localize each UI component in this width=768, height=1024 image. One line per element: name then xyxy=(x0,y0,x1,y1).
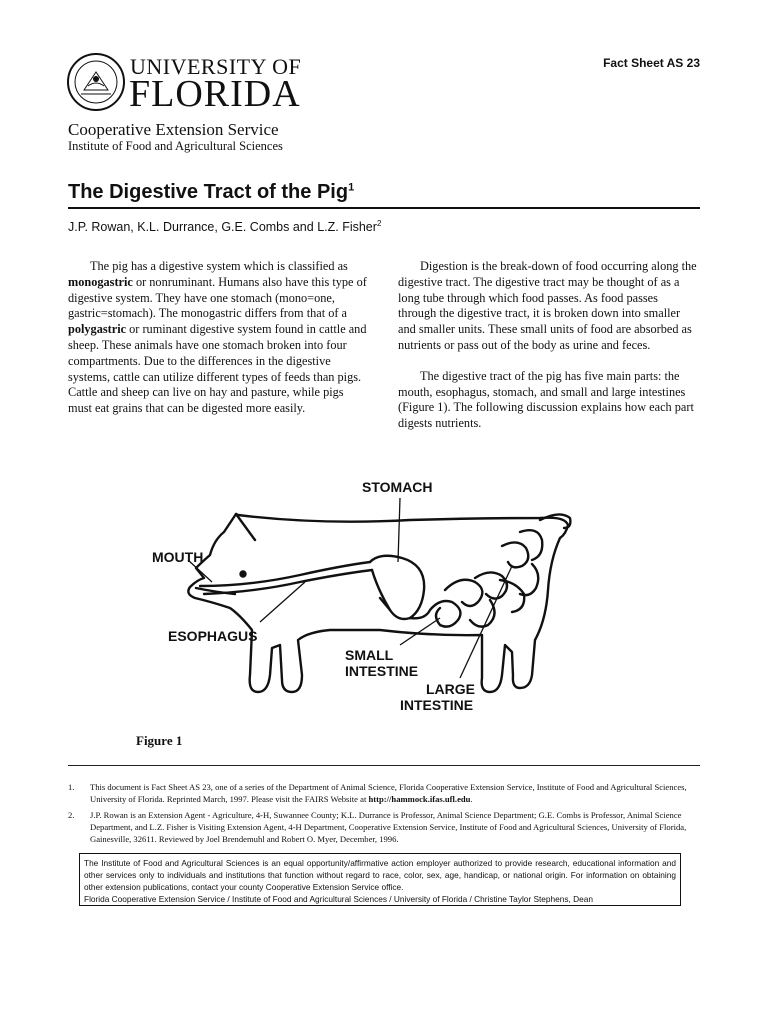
term-polygastric: polygastric xyxy=(68,322,127,337)
paragraph-text: or ruminant digestive system found in cattle and sheep. These animals have one stomach broken into four compartments. Due to the differences in the digestive systems, cattle can utilize different types of feeds than pigs. Cattle and sheep can live on hay and pasture, while pigs must eat grains that can be digested more easily. xyxy=(68,322,367,416)
footnote-text: J.P. Rowan is an Extension Agent - Agriculture, 4-H, Suwannee County; K.L. Durrance is Professor, Animal Science Department; G.E. Combs is Professor, Animal Science Department, and L.Z. Fisher is Visiting Extension Agent, 4-H Department, Cooperative Extension Service, Institute of Food and Agricultural Sciences, University of Florida, Gainesville, 32611. Reviewed by Joel Brendemuhl and Robert O. Myer, December, 1996. xyxy=(90,810,687,844)
authors xyxy=(68,219,381,234)
pig-eye xyxy=(241,572,246,577)
footnote-end: . xyxy=(470,794,473,804)
university-seal-logo xyxy=(66,52,126,112)
paragraph-digestion: Digestion is the break-down of food occurring along the digestive tract. The digestive tract may be thought of as a long tube through which food passes. As food passes through the digestive tract, it is broken down into smaller and smaller units. These small units of food are absorbed as nutrients or pass out of the body as urine and feces. xyxy=(398,259,697,352)
institute-name: Institute of Food and Agricultural Sciences xyxy=(68,139,283,153)
footnote-number: 2. xyxy=(68,810,75,820)
fairs-website-link[interactable]: http://hammock.ifas.ufl.edu xyxy=(368,794,471,804)
footnote-rule xyxy=(68,765,700,766)
label-large-1: LARGE xyxy=(426,681,475,697)
label-stomach: STOMACH xyxy=(362,479,433,495)
pig-ear xyxy=(236,514,255,540)
label-small-1: SMALL xyxy=(345,647,394,663)
title-footnote-ref: 1 xyxy=(348,181,355,194)
authors-footnote-ref: 2 xyxy=(376,219,382,228)
label-esophagus: ESOPHAGUS xyxy=(168,628,258,644)
label-large-2: INTESTINE xyxy=(400,697,474,713)
university-name-line1: UNIVERSITY OF xyxy=(130,54,302,79)
body-column-right xyxy=(398,259,698,432)
stomach-pointer xyxy=(398,498,400,562)
figure-caption: Figure 1 xyxy=(136,733,183,748)
university-name-line2: FLORIDA xyxy=(129,73,301,115)
body-column-left xyxy=(68,259,368,417)
equal-opportunity-statement xyxy=(79,853,681,906)
eo-text: The Institute of Food and Agricultural Sciences is an equal opportunity/affirmative action employer authorized to provide research, educational information and other services only to individuals and institutions that function without regard to race, color, sex, age, handicap, or national origin. For information on obtaining other extension publications, contact your county Cooperative Extension Service office. xyxy=(84,858,676,892)
footnote-text xyxy=(90,781,700,805)
document-title xyxy=(68,181,354,204)
label-small-2: INTESTINE xyxy=(345,663,419,679)
large-intestine-organ xyxy=(500,530,542,612)
title-text: The Digestive Tract of the Pig xyxy=(68,181,349,203)
eo-signature-line: Florida Cooperative Extension Service / Institute of Food and Agricultural Sciences / University of Florida / Christine Taylor Stephens, Dean xyxy=(84,894,593,904)
term-monogastric: monogastric xyxy=(68,274,133,289)
footnote-2 xyxy=(68,809,700,845)
pig-digestive-tract-figure xyxy=(140,470,620,720)
label-mouth: MOUTH xyxy=(152,549,204,565)
authors-text: J.P. Rowan, K.L. Durrance, G.E. Combs and L.Z. Fisher xyxy=(68,220,377,235)
paragraph-text: The pig has a digestive system which is classified as xyxy=(90,259,348,273)
footnote-1 xyxy=(68,781,700,805)
extension-service-name: Cooperative Extension Service xyxy=(68,120,279,139)
title-rule xyxy=(68,207,700,209)
fact-sheet-number: Fact Sheet AS 23 xyxy=(603,56,700,70)
paragraph-text: or nonruminant. Humans also have this type of digestive system. They have one stomach (mono=one, gastric=stomach). The monogastric differs from that of a xyxy=(68,274,367,321)
footnote-body: This document is Fact Sheet AS 23, one of a series of the Department of Animal Science, Florida Cooperative Extension Service, Institute of Food and Agricultural Sciences, University of Florida. Reprinted March, 1997. Please visit the FAIRS Website at xyxy=(90,782,687,804)
paragraph-five-parts: The digestive tract of the pig has five main parts: the mouth, esophagus, stomach, and small and large intestines (Figure 1). The following discussion explains how each part digests nutrients. xyxy=(398,368,694,431)
footnote-number: 1. xyxy=(68,782,75,792)
paragraph-intro xyxy=(68,259,368,417)
